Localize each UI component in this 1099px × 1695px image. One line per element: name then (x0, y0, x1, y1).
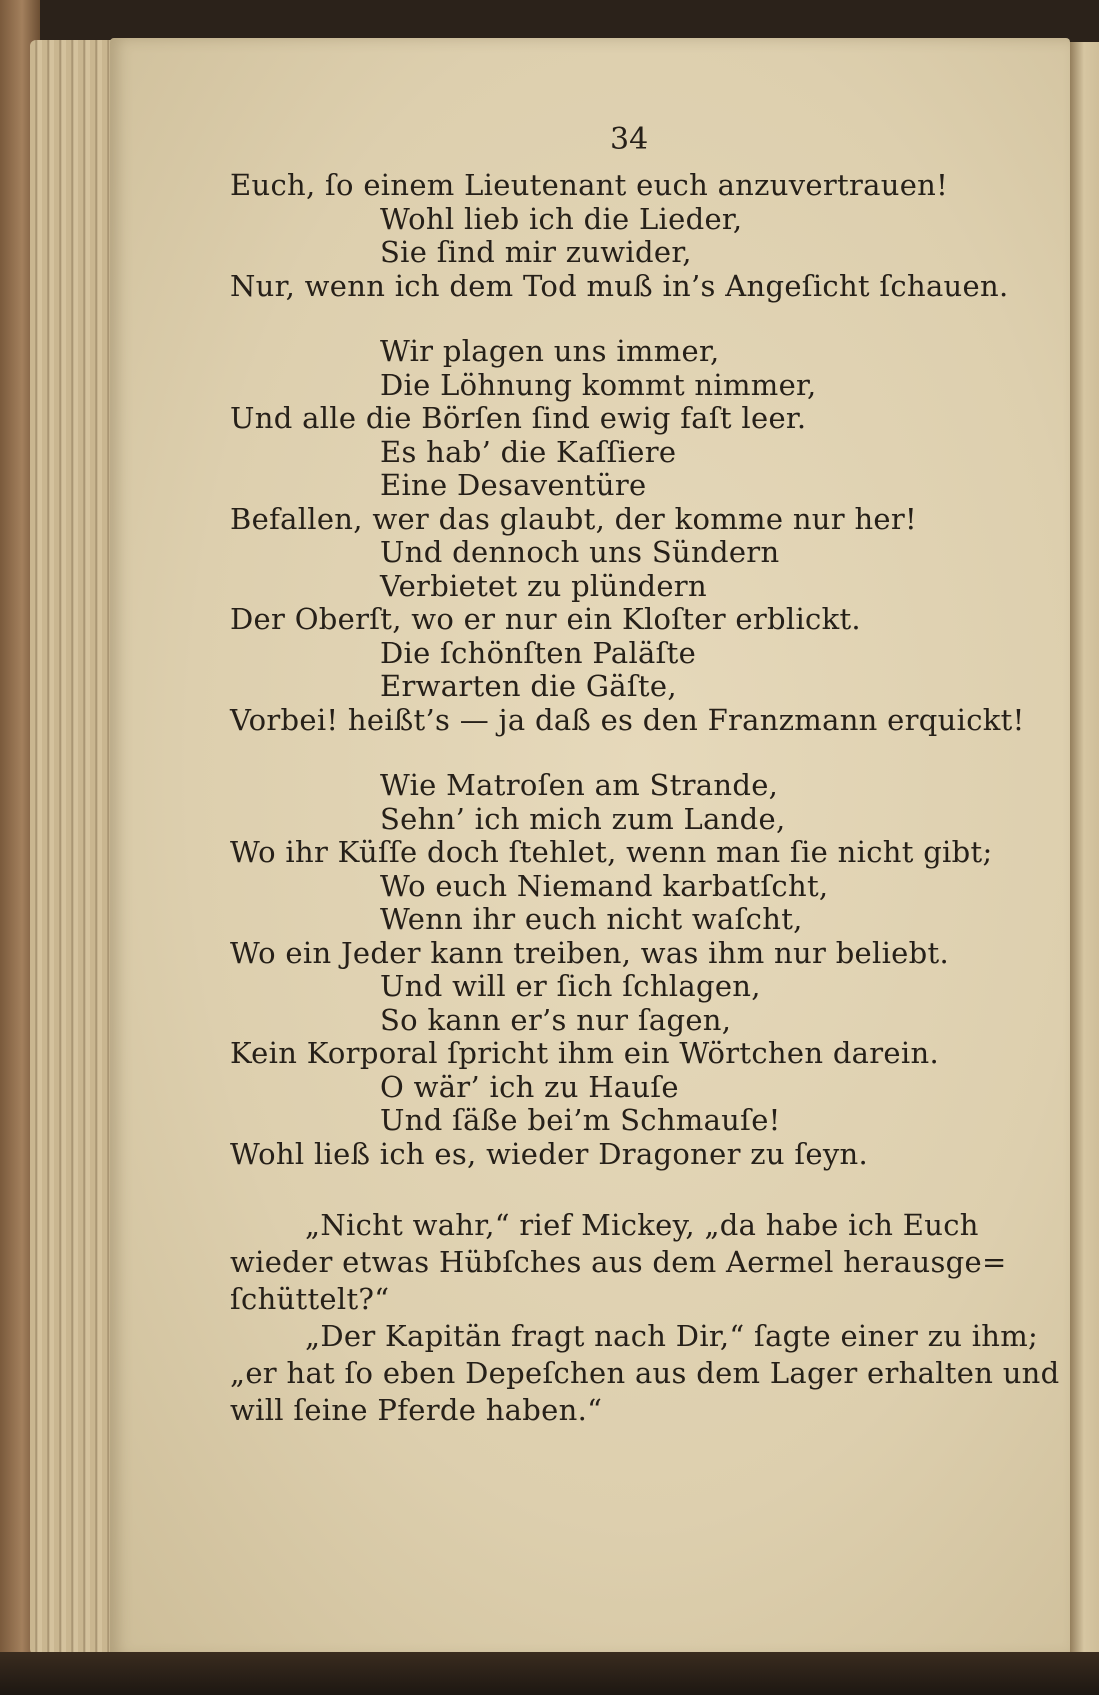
poem-line: Und dennoch uns Sündern (380, 535, 780, 569)
poem-line: Wo euch Niemand karbatſcht, (380, 868, 829, 903)
poem-line: Der Oberſt, wo er nur ein Kloſter erblickt. (230, 602, 861, 636)
prose-line: will ſeine Pferde haben.“ (230, 1393, 603, 1427)
poem-line: Erwarten die Gäſte, (380, 669, 677, 703)
poem-line: Nur, wenn ich dem Tod muß in’s Angeſicht ſchauen. (230, 268, 1009, 303)
facing-page-edge (1068, 42, 1099, 1652)
poem-line: Wohl ließ ich es, wieder Dragoner zu ſeyn. (230, 1136, 869, 1171)
prose-line: „Nicht wahr,“ rief Mickey, „da habe ich Euch (305, 1208, 979, 1242)
poem-line: O wär’ ich zu Hauſe (380, 1069, 679, 1104)
poem-line: Die ſchönſten Paläſte (380, 635, 697, 670)
poem-line: Wohl lieb ich die Lieder, (380, 201, 743, 236)
poem-line: Es hab’ die Kaſſiere (380, 434, 677, 469)
poem-line: Eine Desaventüre (380, 468, 647, 502)
poem-line: Wo ihr Küſſe doch ſtehlet, wenn man ſie nicht gibt; (230, 835, 993, 869)
poem-line: Kein Korporal ſpricht ihm ein Wörtchen darein. (230, 1036, 939, 1070)
poem-line: Und will er ſich ſchlagen, (380, 969, 761, 1003)
poem-line: Wenn ihr euch nicht waſcht, (380, 902, 803, 936)
poem-line: Und ſäße bei’m Schmauſe! (380, 1103, 781, 1137)
poem-line: Wie Matroſen am Strande, (380, 768, 779, 802)
poem-line: Befallen, wer das glaubt, der komme nur her! (230, 501, 918, 536)
poem-line: Vorbei! heißt’s — ja daß es den Franzmann erquickt! (230, 702, 1025, 737)
poem-line: Sehn’ ich mich zum Lande, (380, 801, 786, 836)
poem-line: Euch, ſo einem Lieutenant euch anzuvertrauen! (230, 168, 949, 202)
page-number: 34 (610, 122, 649, 157)
prose-line: ſchüttelt?“ (230, 1282, 390, 1316)
poem-line: Wir plagen uns immer, (380, 334, 720, 368)
poem-line: Sie ſind mir zuwider, (380, 235, 692, 269)
poem-line: Verbietet zu plündern (380, 568, 707, 603)
prose-line: „Der Kapitän fragt nach Dir,“ ſagte einer zu ihm; (305, 1319, 1039, 1353)
prose-line: „er hat ſo eben Depeſchen aus dem Lager erhalten und (230, 1356, 1060, 1390)
poem-line: So kann er’s nur ſagen, (380, 1002, 732, 1037)
scan-bottom-border (0, 1652, 1099, 1695)
poem-line: Wo ein Jeder kann treiben, was ihm nur beliebt. (230, 935, 949, 970)
poem-line: Die Löhnung kommt nimmer, (380, 367, 817, 402)
prose-line: wieder etwas Hübſches aus dem Aermel herausge= (230, 1245, 1007, 1279)
poem-line: Und alle die Börſen ſind ewig faſt leer. (230, 401, 807, 435)
